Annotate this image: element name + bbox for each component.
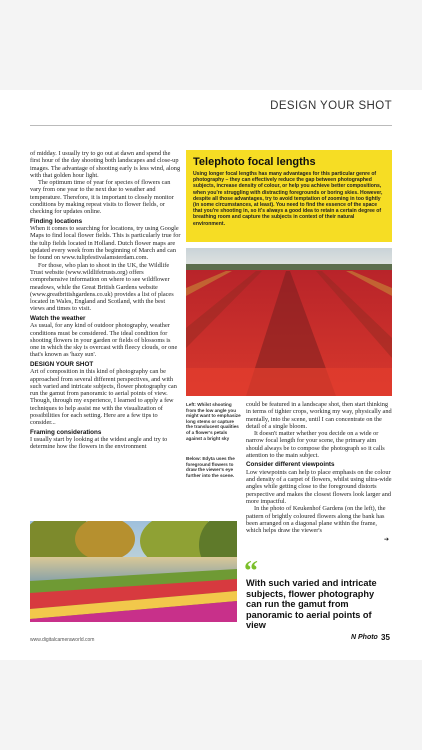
paragraph: of midday. I usually try to go out at dawn and spend the first hour of the day shooting both landscapes and close-up images. The advantage of shooting early is less wind, along with that golden hour light.	[30, 150, 181, 179]
header-rule	[30, 125, 392, 126]
article-column-right	[246, 401, 392, 535]
paragraph: I usually start by looking at the widest angle and try to determine how the flowers in the environment	[30, 436, 168, 451]
caption-below: Below: Edyta uses the foreground flowers to draw the viewer's eye further into the scene.	[186, 456, 235, 478]
subheading-framing-considerations: Framing considerations	[30, 428, 102, 436]
tulip-field-photo	[186, 248, 392, 396]
paragraph: For those, who plan to shoot in the UK, the Wildlife Trust website (www.wildlifetrusts.org) offers comprehensive information on where to see wildflower meadows, while the Great British Gardens website (www.greatbritishgardens.co.uk) provides a list of places located in Wales, England and Scotland, with the best views and times to visit.	[30, 261, 174, 313]
paragraph: The optimum time of year for species of flowers can vary from one year to the next due to weather and temperature. Therefore, it is important to closely monitor conditions by making repeat visits to flower fields, or checking for updates online.	[30, 179, 174, 216]
quote-mark-icon: “	[244, 556, 258, 587]
subheading-consider-viewpoints: Consider different viewpoints	[246, 461, 335, 469]
paragraph: Art of composition in this kind of photography can be approached from several different perspectives, and with such varied and intricate subjects, flower photography can run the gamut from panoramic to aerial points of view. Though, through my experience, I learned to apply a few techniques to help assist me with the visualization of possibilities for each setting. Here are a few tips to consider...	[30, 368, 177, 427]
paragraph: In the photo of Keukenhof Gardens (on the left), the pattern of brightly coloured flowers along the bank has been arranged on a diagonal plane within the frame, which helps draw the viewer's	[246, 505, 386, 535]
paragraph: As usual, for any kind of outdoor photography, weather conditions must be considered. The ideal condition for shooting flowers in your garden or fields of blossoms is one in which the sky is overcast with fleecy clouds, or one that's known as 'hazy sun'.	[30, 322, 178, 359]
section-heading: DESIGN YOUR SHOT	[270, 100, 392, 112]
footer-url: www.digitalcameraworld.com	[30, 637, 95, 643]
page-number: 35	[381, 633, 390, 642]
pull-quote: With such varied and intricate subjects, flower photography can run the gamut from panoramic to aerial points of view	[246, 578, 377, 631]
top-margin	[0, 0, 422, 90]
subheading-finding-locations: Finding locations	[30, 217, 83, 225]
keukenhof-gardens-photo	[30, 521, 237, 622]
subheading-design-your-shot: DESIGN YOUR SHOT	[30, 360, 94, 368]
paragraph: When it comes to searching for locations, try using Google Maps to find local flower fields. This is particularly true for the tulip fields located in Holland. Dutch flower maps are updated every week from the beginning of March and can be found on www.tulipfestivalamsterdam.com.	[30, 225, 181, 262]
bottom-margin	[0, 660, 422, 750]
caption-left: Left: Whilst shooting from the low angle you might want to emphasize long stems or capture the translucent qualities of a flower's petals against a bright sky	[186, 402, 241, 441]
subheading-watch-the-weather: Watch the weather	[30, 314, 86, 322]
continue-arrow-icon: ➔	[384, 536, 390, 543]
paragraph: could be featured in a landscape shot, then start thinking in terms of tighter crops, working my way, physically and mentally, into the scene, until I can concentrate on the detail of a single bloom.	[246, 401, 392, 430]
boxout-telephoto	[186, 150, 392, 242]
boxout-text: Using longer focal lengths has many advantages for this particular genre of photography – they can effectively reduce the gap between photographed subjects, increase density of colour, or help you achieve better compositions, when you're struggling with distracting foregrounds or boring skies. However, despite all those advantages, try to avoid temptation of zooming in too tightly (in some circumstances, at least). You need to find the essence of the space that you're shooting in, so it's always a good idea to retain a certain degree of breathing room and capture the subjects in context of their natural environment.	[193, 171, 383, 227]
article-column-left	[30, 150, 181, 451]
paragraph: It doesn't matter whether you decide on a wide or narrow focal length for your scene, the primary aim should always be to compose the photograph so it calls attention to the main subject.	[246, 430, 385, 460]
boxout-title: Telephoto focal lengths	[193, 156, 316, 168]
paragraph: Low viewpoints can help to place emphasis on the colour and density of a carpet of flowers, whilst using ultra-wide angles while getting close to the foreground distorts perspective and makes the closest flowers look larger and more impactful.	[246, 468, 392, 506]
footer-logo: N Photo	[351, 634, 378, 641]
